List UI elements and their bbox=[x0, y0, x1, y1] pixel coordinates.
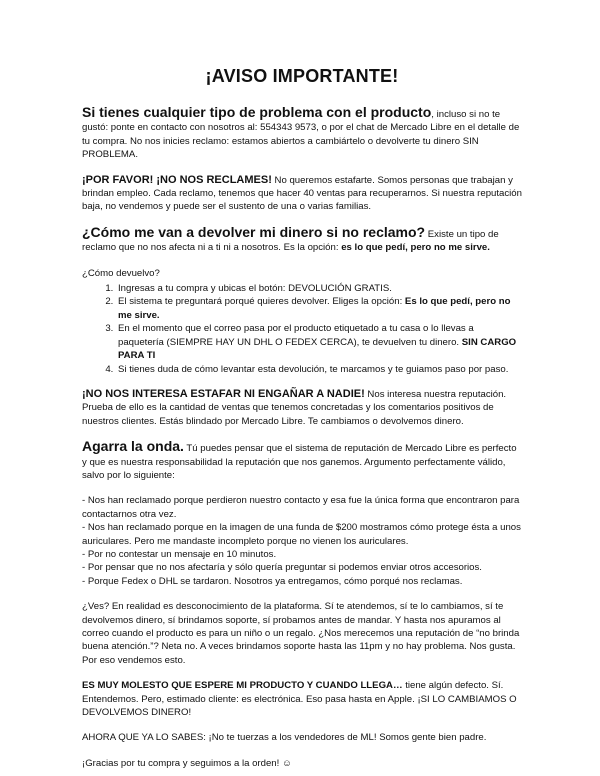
paragraph-text: Tú puedes pensar que el sistema de reputación de Mercado Libre es perfecto y que es nuestra responsabilidad la reputación que nos ganemos. Argumento perfectamente válido, salvo por lo siguiente: bbox=[82, 443, 517, 481]
paragraph-ves: ¿Ves? En realidad es desconocimiento de la plataforma. Sí te atendemos, sí te lo cambiamos, sí te devolvemos dinero, sí brindamos soporte, sí probamos antes de mandar. Y hasta nos apuramos al correo cuando el producto es para un niño o un regalo. ¿Nos merecemos una reputación de “no brinda buena atención.”? Neta no. A veces brindamos soporte hasta las 11pm y no hay problema. Nos gusta. Por eso vendemos esto. bbox=[82, 601, 520, 666]
paragraph-text: , incluso si no te gustó: ponte en contacto con nosotros al: 554343 9573, o por el chat de Mercado Libre en el detalle de tu compra. No nos inicies reclamo: estamos abiertos a cambiártelo o devolverte tu dinero SIN PROBLEMA. bbox=[82, 109, 520, 161]
paragraph-text: Existe un tipo de reclamo que no nos afecta ni a ti ni a nosotros. Es la opción: bbox=[82, 228, 499, 254]
paragraph-ahora: AHORA QUE YA LO SABES: ¡No te tuerzas a los vendedores de ML! Somos gente bien padre. bbox=[82, 732, 487, 744]
paragraph-problem bbox=[82, 106, 522, 162]
paragraph-heading: ¡POR FAVOR! ¡NO NOS RECLAMES! bbox=[82, 173, 272, 186]
reasons-list bbox=[82, 494, 522, 588]
paragraph-text: tiene algún defecto. Sí. Entendemos. Pero, estimado cliente: es electrónica. Eso pasa hasta en Apple. ¡SI LO CAMBIAMOS O DEVOLVEMOS DINERO! bbox=[82, 680, 517, 719]
step-text: Si tienes duda de cómo levantar esta devolución, te marcamos y te guiamos paso por paso. bbox=[118, 363, 509, 375]
list-item bbox=[116, 322, 522, 362]
paragraph-agarra bbox=[82, 440, 522, 482]
paragraph-text: No queremos estafarte. Somos personas que trabajan y brindan empleo. Cada reclamo, tenemos que hacer 40 ventas para recuperarnos. Si nuestra reputación baja, no vendemos y puede ser el sustento de una o varias familias. bbox=[82, 174, 522, 213]
list-item: - Por pensar que no nos afectaría y sólo quería preguntar si podemos enviar otros accesorios. bbox=[82, 562, 482, 574]
paragraph-heading: ES MUY MOLESTO QUE ESPERE MI PRODUCTO Y CUANDO LLEGA… bbox=[82, 680, 403, 692]
list-item bbox=[116, 282, 522, 295]
page-title: ¡AVISO IMPORTANTE! bbox=[205, 66, 399, 86]
step-text: El sistema te preguntará porqué quieres devolver. Eliges la opción: bbox=[118, 296, 405, 308]
document-page bbox=[82, 66, 522, 770]
list-item: - Porque Fedex o DHL se tardaron. Nosotros ya entregamos, cómo porqué nos reclamas. bbox=[82, 575, 463, 587]
paragraph-heading: Agarra la onda. bbox=[82, 438, 184, 455]
step-bold: SIN CARGO PARA TI bbox=[118, 336, 517, 362]
paragraph-no-scam bbox=[82, 388, 522, 428]
paragraph-refund bbox=[82, 223, 522, 255]
step-text: En el momento que el correo pasa por el producto etiquetado a tu casa o lo llevas a paquetería (SIEMPRE HAY UN DHL O FEDEX CERCA), te devuelven tu dinero. bbox=[118, 323, 474, 348]
paragraph-heading: Si tienes cualquier tipo de problema con el producto bbox=[82, 104, 432, 120]
list-item bbox=[116, 363, 522, 376]
paragraph-heading: ¿Cómo me van a devolver mi dinero si no reclamo? bbox=[82, 223, 426, 240]
list-item: - Por no contestar un mensaje en 10 minutos. bbox=[82, 548, 277, 560]
list-item: - Nos han reclamado porque perdieron nuestro contacto y esa fue la única forma que encontraron para contactarnos otra vez. bbox=[82, 495, 520, 520]
step-text: Ingresas a tu compra y ubicas el botón: DEVOLUCIÓN GRATIS. bbox=[118, 283, 392, 295]
step-bold: Es lo que pedí, pero no me sirve. bbox=[118, 296, 511, 321]
paragraph-gracias: ¡Gracias por tu compra y seguimos a la orden! ☺ bbox=[82, 757, 292, 769]
how-question: ¿Cómo devuelvo? bbox=[82, 267, 160, 279]
steps-list bbox=[82, 282, 522, 376]
paragraph-text: Nos interesa nuestra reputación. Prueba de ello es la cantidad de ventas que tenemos concretadas y los comentarios positivos de nuestros clientes. Estás blindado por Mercado Libre. Te cambiamos o devolvemos dinero. bbox=[82, 388, 507, 427]
list-item: - Nos han reclamado porque en la imagen de una funda de $200 mostramos cómo protege ésta a unos auriculares. Pero me mandaste incompleto porque no vienen los auriculares. bbox=[82, 522, 521, 547]
paragraph-molesto bbox=[82, 679, 522, 719]
paragraph-heading: ¡NO NOS INTERESA ESTAFAR NI ENGAÑAR A NADIE! bbox=[82, 387, 365, 400]
paragraph-bold: es lo que pedí, pero no me sirve. bbox=[341, 242, 490, 254]
paragraph-please bbox=[82, 174, 522, 214]
list-item bbox=[116, 295, 522, 322]
